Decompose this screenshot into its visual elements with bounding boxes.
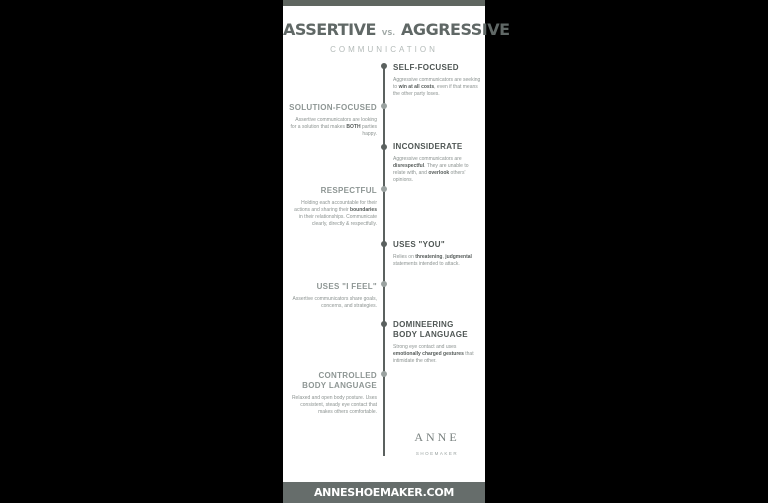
timeline-dot <box>381 371 387 377</box>
timeline-dot <box>381 103 387 109</box>
entry-body: Aggressive communicators are seeking to win at all costs, even if that means the other party loses. <box>393 77 481 97</box>
entry-domineering-body-language <box>393 320 481 365</box>
timeline-dot <box>381 281 387 287</box>
entry-body: Holding each accountable for their actions and sharing their boundaries in their relationships. Communicate clearly, directly & respectfully. <box>294 200 377 227</box>
entry-heading: CONTROLLED BODY LANGUAGE <box>302 371 377 390</box>
entry-uses-i-feel <box>289 282 377 310</box>
entry-body: Relies on threatening, judgmental statements intended to attack. <box>393 254 472 267</box>
logo-name: ANNE <box>414 430 460 444</box>
timeline-dot <box>381 144 387 150</box>
title-assertive: ASSERTIVE <box>283 20 376 39</box>
entry-body: Assertive communicators are looking for a solution that makes BOTH parties happy. <box>290 117 377 137</box>
timeline-dot <box>381 63 387 69</box>
infographic-subtitle: COMMUNICATION <box>330 45 438 54</box>
logo-sub: SHOEMAKER <box>415 451 459 456</box>
timeline-dot <box>381 321 387 327</box>
footer-url-bar[interactable]: ANNESHOEMAKER.COM <box>283 482 485 503</box>
entry-heading: USES "YOU" <box>393 240 445 249</box>
entry-controlled-body-language <box>289 371 377 416</box>
entry-body: Strong eye contact and uses emotionally charged gestures that intimidate the other. <box>393 344 474 364</box>
title-vs: VS. <box>381 29 396 37</box>
entry-heading: SOLUTION-FOCUSED <box>289 103 377 112</box>
entry-uses-you <box>393 240 481 268</box>
entry-body: Assertive communicators share goals, concerns, and strategies. <box>292 296 377 309</box>
title-aggressive: AGGRESSIVE <box>401 20 510 39</box>
entry-respectful <box>289 186 377 228</box>
entry-heading: USES "I FEEL" <box>316 282 377 291</box>
entry-heading: RESPECTFUL <box>320 186 377 195</box>
top-bar <box>283 0 485 6</box>
anne-shoemaker-logo <box>407 430 467 456</box>
entry-body: Relaxed and open body posture. Uses consistent, steady eye contact that makes others comfortable. <box>291 395 377 415</box>
entry-heading: DOMINEERING BODY LANGUAGE <box>393 320 468 339</box>
infographic-title <box>283 20 510 39</box>
entry-self-focused <box>393 63 481 98</box>
timeline-dot <box>381 241 387 247</box>
infographic-poster <box>283 0 510 503</box>
entry-heading: INCONSIDERATE <box>393 142 463 151</box>
timeline-line <box>383 66 385 456</box>
entry-inconsiderate <box>393 142 481 184</box>
entry-body: Aggressive communicators are disrespectful. They are unable to relate with, and overlook others' opinions. <box>393 156 469 183</box>
entry-solution-focused <box>289 103 377 138</box>
timeline-dot <box>381 186 387 192</box>
entry-heading: SELF-FOCUSED <box>393 63 459 72</box>
